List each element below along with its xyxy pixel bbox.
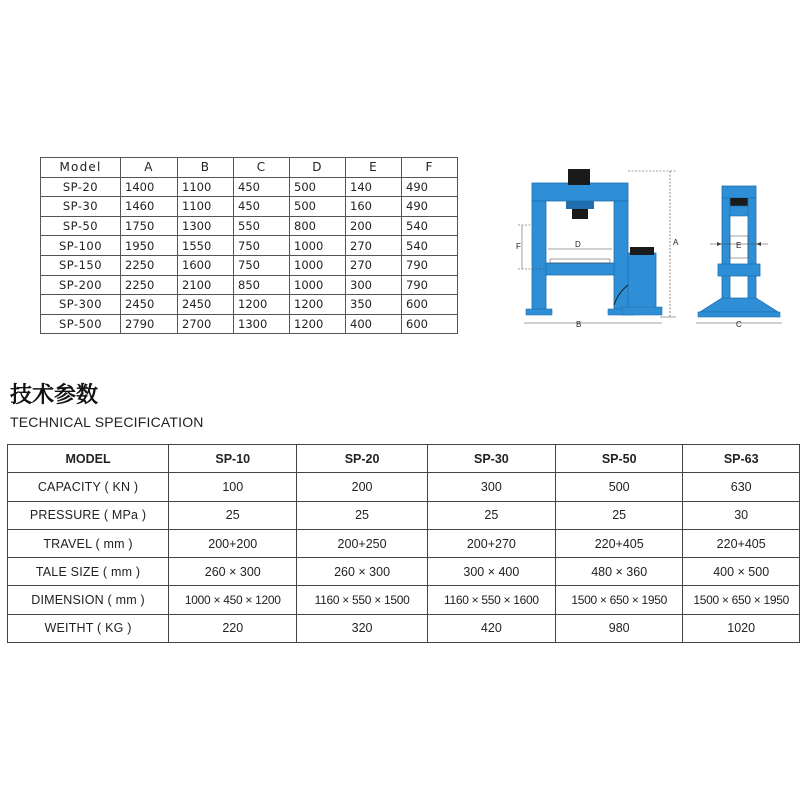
dim-model-cell: SP-300: [41, 295, 121, 315]
spec-value-cell: 500: [556, 473, 683, 501]
table-row: [41, 197, 458, 217]
table-row: [41, 216, 458, 236]
dim-value-cell: 200: [346, 216, 402, 236]
dim-value-cell: 160: [346, 197, 402, 217]
spec-value-cell: 480 × 360: [556, 558, 683, 586]
dim-value-cell: 450: [234, 177, 290, 197]
spec-value-cell: 200+270: [427, 529, 555, 557]
spec-header-sp-10: SP-10: [169, 445, 297, 473]
table-row: [8, 558, 800, 586]
spec-value-cell: 260 × 300: [169, 558, 297, 586]
spec-value-cell: 420: [427, 614, 555, 642]
spec-value-cell: 220+405: [556, 529, 683, 557]
table-row: [8, 501, 800, 529]
spec-header-sp-50: SP-50: [556, 445, 683, 473]
dim-value-cell: 1950: [121, 236, 178, 256]
press-front-view-drawing: [510, 165, 690, 330]
dim-value-cell: 540: [402, 236, 458, 256]
spec-value-cell: 220+405: [683, 529, 800, 557]
dim-value-cell: 2250: [121, 275, 178, 295]
table-row: [41, 177, 458, 197]
dim-header-b: B: [178, 158, 234, 178]
dim-header-c: C: [234, 158, 290, 178]
spec-value-cell: 1500 × 650 × 1950: [556, 586, 683, 614]
table-row: [8, 586, 800, 614]
dim-header-model: Model: [41, 158, 121, 178]
spec-label-cell: PRESSURE ( MPa ): [8, 501, 169, 529]
table-row: [8, 473, 800, 501]
dim-value-cell: 1460: [121, 197, 178, 217]
section-title-english: TECHNICAL SPECIFICATION: [10, 414, 204, 430]
spec-value-cell: 25: [297, 501, 427, 529]
dim-value-cell: 2450: [121, 295, 178, 315]
table-row: [41, 295, 458, 315]
spec-header-sp-63: SP-63: [683, 445, 800, 473]
table-row: [8, 529, 800, 557]
dim-value-cell: 800: [290, 216, 346, 236]
spec-value-cell: 25: [427, 501, 555, 529]
spec-header-sp-20: SP-20: [297, 445, 427, 473]
dim-value-cell: 1000: [290, 275, 346, 295]
spec-value-cell: 300: [427, 473, 555, 501]
dim-value-cell: 790: [402, 255, 458, 275]
dim-model-cell: SP-30: [41, 197, 121, 217]
table-row: [41, 275, 458, 295]
dim-value-cell: 270: [346, 236, 402, 256]
dimension-table-body: [41, 177, 458, 334]
dim-value-cell: 450: [234, 197, 290, 217]
spec-value-cell: 200+200: [169, 529, 297, 557]
spec-header-sp-30: SP-30: [427, 445, 555, 473]
spec-label-cell: TRAVEL ( mm ): [8, 529, 169, 557]
spec-value-cell: 1160 × 550 × 1500: [297, 586, 427, 614]
dim-value-cell: 300: [346, 275, 402, 295]
dim-value-cell: 400: [346, 314, 402, 334]
spec-header-model: MODEL: [8, 445, 169, 473]
dim-value-cell: 850: [234, 275, 290, 295]
spec-value-cell: 630: [683, 473, 800, 501]
dim-value-cell: 490: [402, 197, 458, 217]
dim-value-cell: 600: [402, 295, 458, 315]
spec-value-cell: 100: [169, 473, 297, 501]
table-row: [8, 614, 800, 642]
specification-table-body: [8, 473, 800, 643]
spec-label-cell: WEITHT ( KG ): [8, 614, 169, 642]
dim-model-cell: SP-200: [41, 275, 121, 295]
dim-value-cell: 1550: [178, 236, 234, 256]
dim-header-a: A: [121, 158, 178, 178]
dim-value-cell: 1100: [178, 177, 234, 197]
dim-value-cell: 1750: [121, 216, 178, 236]
dim-value-cell: 550: [234, 216, 290, 236]
dim-value-cell: 1000: [290, 236, 346, 256]
dim-model-cell: SP-500: [41, 314, 121, 334]
spec-label-cell: CAPACITY ( KN ): [8, 473, 169, 501]
dim-model-cell: SP-100: [41, 236, 121, 256]
spec-value-cell: 1020: [683, 614, 800, 642]
dim-header-d: D: [290, 158, 346, 178]
spec-value-cell: 1000 × 450 × 1200: [169, 586, 297, 614]
dim-value-cell: 140: [346, 177, 402, 197]
spec-label-cell: DIMENSION ( mm ): [8, 586, 169, 614]
dim-model-cell: SP-150: [41, 255, 121, 275]
spec-value-cell: 400 × 500: [683, 558, 800, 586]
table-row: [41, 255, 458, 275]
dim-header-e: E: [346, 158, 402, 178]
dim-value-cell: 1200: [290, 295, 346, 315]
dim-value-cell: 270: [346, 255, 402, 275]
dim-value-cell: 2450: [178, 295, 234, 315]
dim-value-cell: 500: [290, 197, 346, 217]
dim-value-cell: 600: [402, 314, 458, 334]
spec-value-cell: 25: [556, 501, 683, 529]
specification-table: [7, 444, 800, 643]
section-title-chinese: 技术参数: [10, 383, 99, 408]
dim-value-cell: 1400: [121, 177, 178, 197]
dim-value-cell: 2790: [121, 314, 178, 334]
front-dim-a-label: A: [673, 238, 679, 247]
spec-value-cell: 220: [169, 614, 297, 642]
spec-value-cell: 200: [297, 473, 427, 501]
side-dim-c-label: C: [736, 320, 742, 329]
dim-value-cell: 1100: [178, 197, 234, 217]
spec-value-cell: 980: [556, 614, 683, 642]
front-dim-d-label: D: [575, 240, 581, 249]
dim-value-cell: 500: [290, 177, 346, 197]
dim-value-cell: 540: [402, 216, 458, 236]
spec-value-cell: 260 × 300: [297, 558, 427, 586]
dim-value-cell: 790: [402, 275, 458, 295]
dim-value-cell: 2100: [178, 275, 234, 295]
dim-value-cell: 1300: [178, 216, 234, 236]
spec-value-cell: 1500 × 650 × 1950: [683, 586, 800, 614]
dim-value-cell: 750: [234, 236, 290, 256]
spec-table-header-row: [8, 445, 800, 473]
front-dim-f-label: F: [516, 242, 521, 251]
dim-header-f: F: [402, 158, 458, 178]
side-dim-e-label: E: [736, 241, 742, 250]
dim-value-cell: 1200: [234, 295, 290, 315]
table-row: [41, 236, 458, 256]
table-row: [41, 314, 458, 334]
dim-value-cell: 2250: [121, 255, 178, 275]
dim-model-cell: SP-20: [41, 177, 121, 197]
dim-value-cell: 490: [402, 177, 458, 197]
spec-label-cell: TALE SIZE ( mm ): [8, 558, 169, 586]
dim-value-cell: 1600: [178, 255, 234, 275]
front-dim-b-label: B: [576, 320, 582, 329]
dim-value-cell: 1200: [290, 314, 346, 334]
spec-value-cell: 30: [683, 501, 800, 529]
dimension-table: [40, 157, 458, 334]
dim-model-cell: SP-50: [41, 216, 121, 236]
dim-value-cell: 750: [234, 255, 290, 275]
dim-value-cell: 350: [346, 295, 402, 315]
press-side-view-drawing: [690, 180, 790, 330]
dim-value-cell: 2700: [178, 314, 234, 334]
spec-value-cell: 320: [297, 614, 427, 642]
spec-value-cell: 200+250: [297, 529, 427, 557]
dimension-table-header-row: [41, 158, 458, 178]
spec-value-cell: 300 × 400: [427, 558, 555, 586]
spec-value-cell: 1160 × 550 × 1600: [427, 586, 555, 614]
dim-value-cell: 1300: [234, 314, 290, 334]
dim-value-cell: 1000: [290, 255, 346, 275]
spec-value-cell: 25: [169, 501, 297, 529]
